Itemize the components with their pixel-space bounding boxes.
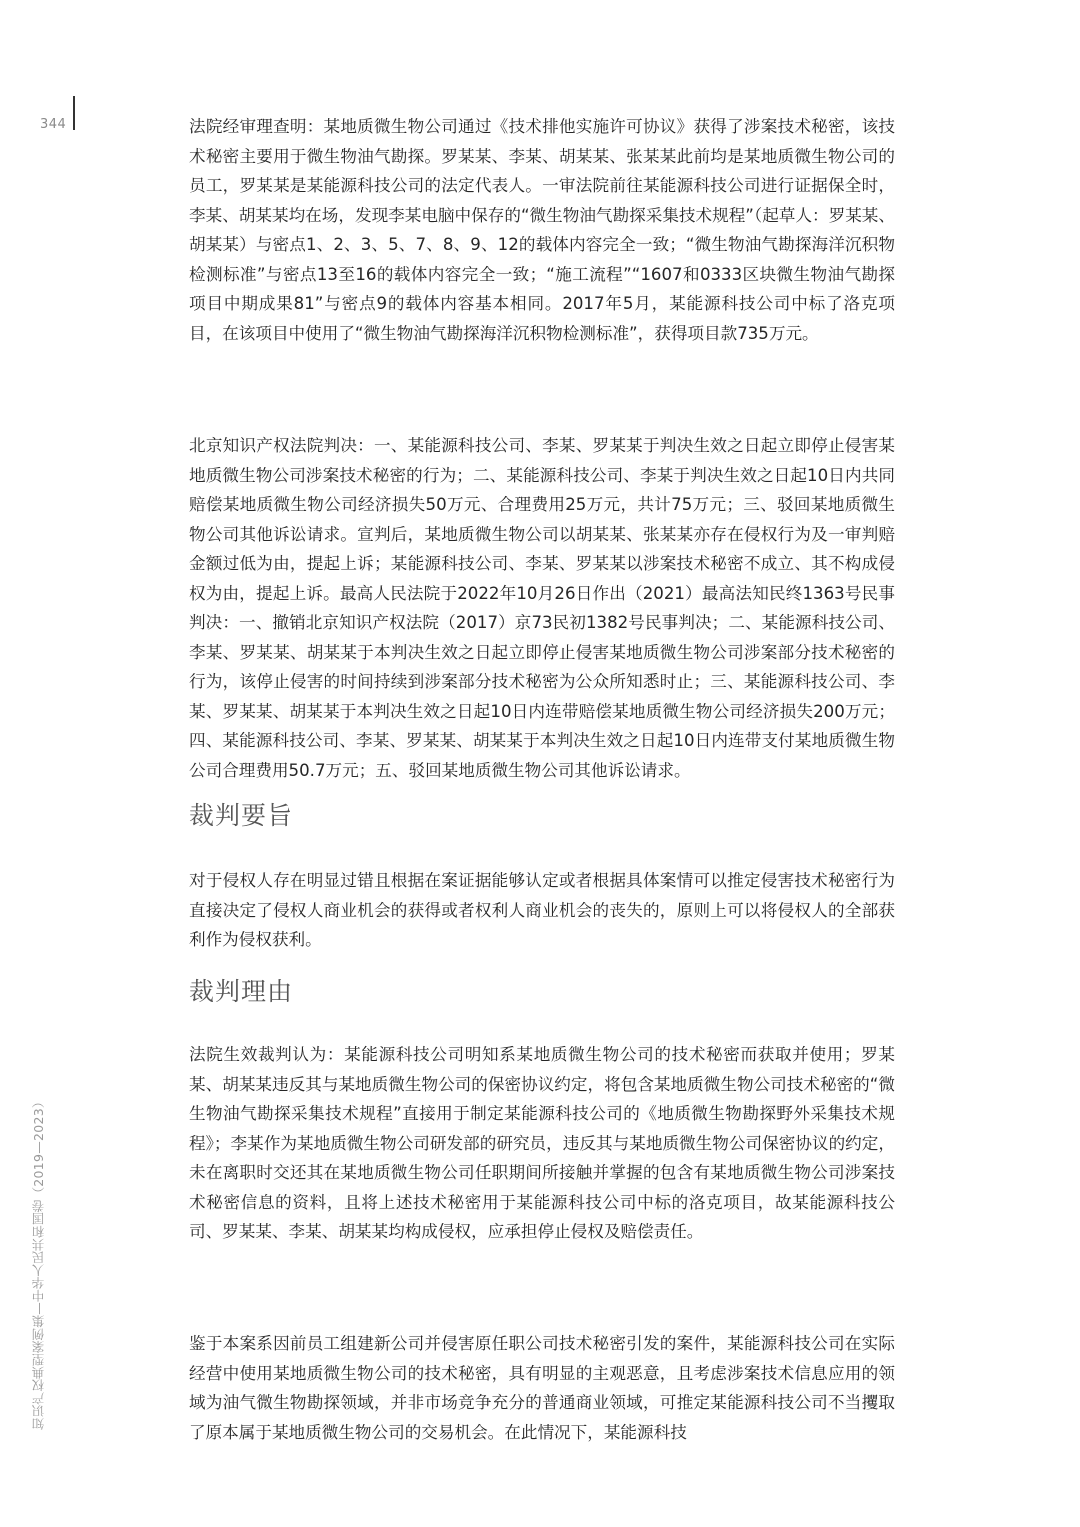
reason-paragraph-2: 鉴于本案系因前员工组建新公司并侵害原任职公司技术秘密引发的案件，某能源科技公司在实际经营中使用某地质微生物公司的技术秘密，具有明显的主观恶意，且考虑涉案技术信息应用的领域为油气微生物勘探领域，并非市场竞争充分的普通商业领域，可推定某能源科技公司不当攫取了原本属于某地质微生物公司的交易机会。在此情况下，某能源科技 — [189, 1334, 895, 1442]
running-title: 知识产权典型案例集—中华人民共和国卷（2019—2023） — [31, 1095, 46, 1430]
facts-paragraph: 法院经审理查明：某地质微生物公司通过《技术排他实施许可协议》获得了涉案技术秘密，该技术秘密主要用于微生物油气勘探。罗某某、李某、胡某某、张某某此前均是某地质微生物公司的员工，罗某某是某能源科技公司的法定代表人。一审法院前往某能源科技公司进行证据保全时，李某、胡某某均在场，发现李某电脑中保存的“微生物油气勘探采集技术规程”（起草人：罗某某、胡某某）与密点1、2、3、5、7、8、9、12的载体内容完全一致；“微生物油气勘探海洋沉积物检测标准”与密点13至16的载体内容完全一致；“施工流程”“1607和0333区块微生物油气勘探项目中期成果81”与密点9的载体内容基本相同。2017年5月，某能源科技公司中标了洛克项目，在该项目中使用了“微生物油气勘探海洋沉积物检测标准”，获得项目款735万元。 — [189, 117, 895, 343]
section-heading-gist: 裁判要旨 — [189, 801, 294, 830]
judgment-paragraph: 北京知识产权法院判决：一、某能源科技公司、李某、罗某某于判决生效之日起立即停止侵害某地质微生物公司涉案技术秘密的行为；二、某能源科技公司、李某于判决生效之日起10日内共同赔偿某地质微生物公司经济损失50万元、合理费用25万元，共计75万元；三、驳回某地质微生物公司其他诉讼请求。宣判后，某地质微生物公司以胡某某、张某某亦存在侵权行为及一审判赔金额过低为由，提起上诉；某能源科技公司、李某、罗某某以涉案技术秘密不成立、其不构成侵权为由，提起上诉。最高人民法院于2022年10月26日作出（2021）最高法知民终1363号民事判决：一、撤销北京知识产权法院（2017）京73民初1382号民事判决；二、某能源科技公司、李某、罗某某、胡某某于本判决生效之日起立即停止侵害某地质微生物公司涉案部分技术秘密的行为，该停止侵害的时间持续到涉案部分技术秘密为公众所知悉时止；三、某能源科技公司、李某、罗某某、胡某某于本判决生效之日起10日内连带赔偿某地质微生物公司经济损失200万元；四、某能源科技公司、李某、罗某某、胡某某于本判决生效之日起10日内连带支付某地质微生物公司合理费用50.7万元；五、驳回某地质微生物公司其他诉讼请求。 — [189, 436, 895, 780]
section-heading-reason: 裁判理由 — [189, 977, 294, 1006]
page-number: 344 — [40, 117, 67, 132]
gist-paragraph: 对于侵权人存在明显过错且根据在案证据能够认定或者根据具体案情可以推定侵害技术秘密行为直接决定了侵权人商业机会的获得或者权利人商业机会的丧失的，原则上可以将侵权人的全部获利作为侵权获利。 — [189, 871, 895, 949]
reason-paragraph-1: 法院生效裁判认为：某能源科技公司明知系某地质微生物公司的技术秘密而获取并使用；罗某某、胡某某违反其与某地质微生物公司的保密协议约定，将包含某地质微生物公司技术秘密的“微生物油气勘探采集技术规程”直接用于制定某能源科技公司的《地质微生物勘探野外采集技术规程》；李某作为某地质微生物公司研发部的研究员，违反其与某地质微生物公司保密协议的约定，未在离职时交还其在某地质微生物公司任职期间所接触并掌握的包含有某地质微生物公司涉案技术秘密信息的资料，且将上述技术秘密用于某能源科技公司中标的洛克项目，故某能源科技公司、罗某某、李某、胡某某均构成侵权，应承担停止侵权及赔偿责任。 — [189, 1045, 895, 1241]
margin-rule-divider — [73, 96, 75, 130]
